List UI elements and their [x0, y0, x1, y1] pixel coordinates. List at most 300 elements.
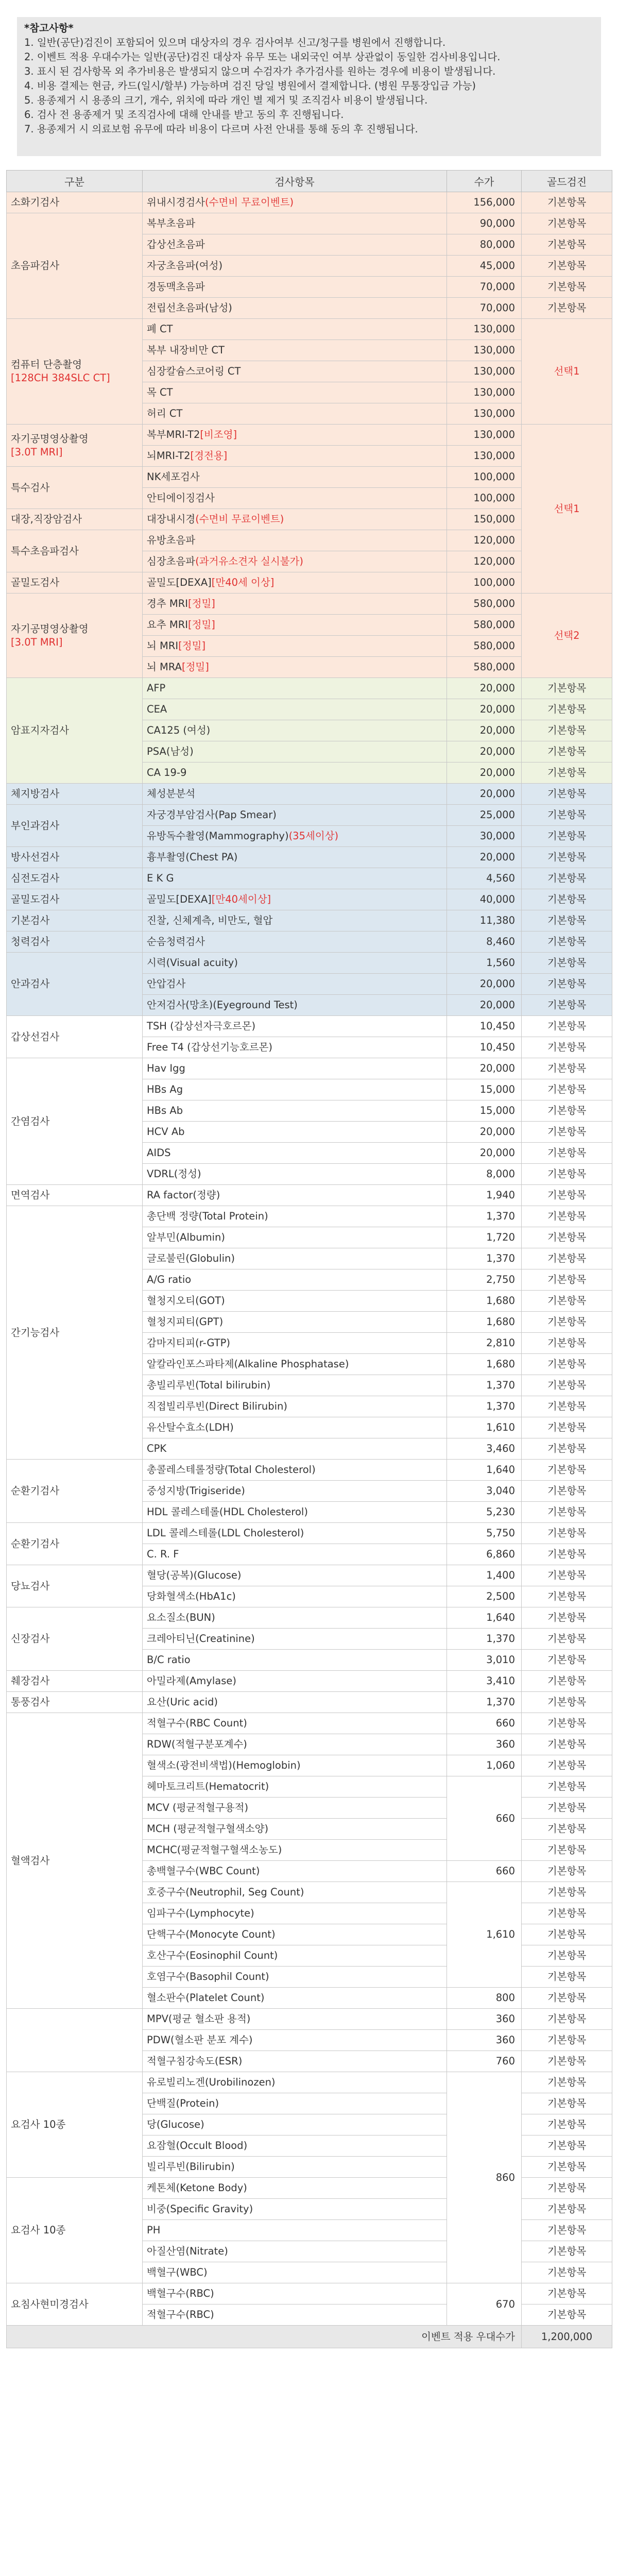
exam-item-cell [143, 720, 447, 741]
table-row [7, 1671, 612, 1692]
price-cell: 70,000 [447, 277, 522, 298]
table-row [7, 1565, 612, 1586]
exam-item-cell [143, 2051, 447, 2072]
exam-item-label: 시력(Visual acuity) [147, 957, 238, 969]
notice-line: 1. 일반(공단)검진이 포함되어 있으며 대상자의 경우 검사여부 신고/청구를 병원에서 진행합니다. [24, 37, 446, 48]
exam-item-label: 뇌 MRI [147, 640, 179, 652]
exam-item-cell [143, 1206, 447, 1227]
exam-item-label: 폐 CT [147, 323, 173, 335]
price-cell: 6,860 [447, 1544, 522, 1565]
category-cell [7, 784, 143, 805]
category-sublabel: [3.0T MRI] [11, 446, 63, 458]
exam-item-cell [143, 2220, 447, 2241]
exam-item-note: [경전용] [190, 450, 228, 462]
gold-basic-cell: 기본항목 [522, 1375, 612, 1396]
gold-basic-cell: 기본항목 [522, 1713, 612, 1734]
exam-item-cell [143, 1755, 447, 1776]
category-cell [7, 572, 143, 594]
gold-basic-cell: 기본항목 [522, 1967, 612, 1988]
category-cell [7, 889, 143, 910]
price-cell: 10,450 [447, 1016, 522, 1037]
price-cell: 1,720 [447, 1227, 522, 1248]
header-item: 검사항목 [143, 171, 447, 192]
table-row [7, 572, 612, 594]
exam-item-cell [143, 2009, 447, 2030]
gold-basic-cell: 기본항목 [522, 1755, 612, 1776]
exam-item-label: 단백질(Protein) [147, 2097, 219, 2109]
exam-item-cell [143, 1016, 447, 1037]
gold-basic-cell: 기본항목 [522, 847, 612, 868]
price-cell: 11,380 [447, 910, 522, 931]
price-cell: 20,000 [447, 720, 522, 741]
exam-item-label: E K G [147, 872, 174, 884]
price-cell: 130,000 [447, 382, 522, 403]
exam-item-label: 총빌리루빈(Total bilirubin) [147, 1379, 271, 1391]
price-cell: 580,000 [447, 615, 522, 636]
exam-item-cell [143, 1692, 447, 1713]
table-row [7, 2009, 612, 2030]
notice-line: 3. 표시 된 검사항목 외 추가비용은 발생되지 않으며 수검자가 추가검사를 원하는 경우에 비용이 발생됩니다. [24, 65, 496, 77]
price-cell: 130,000 [447, 425, 522, 446]
exam-item-cell [143, 1523, 447, 1544]
exam-item-cell [143, 530, 447, 551]
price-cell: 360 [447, 2009, 522, 2030]
category-cell [7, 1607, 143, 1671]
exam-item-note: (수면비 무료이벤트) [205, 196, 294, 208]
category-cell [7, 1460, 143, 1523]
price-cell: 1,680 [447, 1312, 522, 1333]
exam-item-cell [143, 1354, 447, 1375]
exam-item-label: 백혈구(WBC) [147, 2266, 208, 2278]
price-cell: 3,010 [447, 1650, 522, 1671]
exam-item-cell [143, 974, 447, 995]
exam-item-cell [143, 657, 447, 678]
exam-item-label: 위내시경검사 [147, 196, 205, 208]
exam-item-label: 적혈구수(RBC Count) [147, 1717, 247, 1729]
exam-item-label: 안저검사(망초)(Eyeground Test) [147, 999, 298, 1011]
exam-item-cell [143, 1629, 447, 1650]
exam-item-cell [143, 826, 447, 847]
category-label: 특수검사 [11, 481, 50, 494]
exam-item-cell [143, 2030, 447, 2051]
price-cell: 5,230 [447, 1502, 522, 1523]
category-label: 면역검사 [11, 1189, 50, 1201]
price-cell: 1,680 [447, 1291, 522, 1312]
exam-item-label: 크레아티닌(Creatinine) [147, 1633, 255, 1645]
exam-item-cell [143, 1924, 447, 1945]
exam-item-cell [143, 2093, 447, 2114]
category-cell [7, 1206, 143, 1460]
price-cell: 580,000 [447, 594, 522, 615]
price-cell: 580,000 [447, 657, 522, 678]
gold-basic-cell: 기본항목 [522, 1100, 612, 1122]
table-row [7, 953, 612, 974]
exam-item-label: 순음청력검사 [147, 936, 205, 947]
exam-item-label: 감마지티피(r-GTP) [147, 1337, 231, 1349]
table-row [7, 213, 612, 234]
category-cell [7, 2072, 143, 2178]
gold-basic-cell: 기본항목 [522, 1333, 612, 1354]
gold-basic-cell: 기본항목 [522, 1291, 612, 1312]
price-cell: 20,000 [447, 699, 522, 720]
gold-basic-cell: 기본항목 [522, 889, 612, 910]
price-cell: 100,000 [447, 572, 522, 594]
exam-item-cell [143, 2283, 447, 2304]
exam-item-label: 경추 MRI [147, 598, 188, 609]
price-cell: 2,500 [447, 1586, 522, 1607]
gold-basic-cell: 기본항목 [522, 2114, 612, 2136]
exam-item-label: LDL 콜레스테롤(LDL Cholesterol) [147, 1527, 304, 1539]
exam-item-cell [143, 615, 447, 636]
price-cell: 20,000 [447, 1122, 522, 1143]
exam-item-label: 당(Glucose) [147, 2119, 204, 2130]
price-cell: 20,000 [447, 741, 522, 762]
gold-basic-cell: 기본항목 [522, 1164, 612, 1185]
exam-item-cell [143, 931, 447, 953]
price-cell: 100,000 [447, 488, 522, 509]
exam-item-label: 심장초음파 [147, 555, 196, 567]
price-cell: 130,000 [447, 361, 522, 382]
exam-item-label: 요소질소(BUN) [147, 1612, 215, 1623]
exam-item-label: C. R. F [147, 1548, 179, 1560]
gold-basic-cell: 기본항목 [522, 1607, 612, 1629]
exam-item-cell [143, 1607, 447, 1629]
exam-item-label: 복부 내장비만 CT [147, 344, 225, 356]
exam-item-cell [143, 2136, 447, 2157]
price-cell: 1,370 [447, 1629, 522, 1650]
gold-basic-cell: 기본항목 [522, 1354, 612, 1375]
gold-basic-cell: 기본항목 [522, 931, 612, 953]
exam-item-cell [143, 995, 447, 1016]
gold-basic-cell: 기본항목 [522, 1058, 612, 1079]
exam-item-label: CA 19-9 [147, 767, 187, 778]
price-cell: 1,640 [447, 1607, 522, 1629]
gold-choice-cell: 선택1 [522, 425, 612, 594]
exam-item-cell [143, 446, 447, 467]
category-label: 청력검사 [11, 936, 50, 947]
exam-item-cell [143, 488, 447, 509]
exam-item-cell [143, 784, 447, 805]
category-label: 간기능검사 [11, 1326, 60, 1338]
category-cell [7, 2178, 143, 2283]
gold-basic-cell: 기본항목 [522, 256, 612, 277]
notice-line: 4. 비용 결제는 현금, 카드(일시/할부) 가능하며 검진 당일 병원에서 결제합니다. (병원 무통장입금 가능) [24, 80, 476, 92]
exam-item-cell [143, 762, 447, 784]
gold-basic-cell: 기본항목 [522, 974, 612, 995]
exam-item-label: 허리 CT [147, 408, 183, 419]
price-cell: 1,680 [447, 1354, 522, 1375]
exam-item-label: MCH (평균적혈구혈색소양) [147, 1823, 269, 1835]
price-cell: 800 [447, 1988, 522, 2009]
gold-basic-cell: 기본항목 [522, 192, 612, 213]
price-cell: 20,000 [447, 974, 522, 995]
exam-item-label: PSA(남성) [147, 745, 194, 757]
total-row [7, 2326, 612, 2348]
exam-item-cell [143, 277, 447, 298]
table-row [7, 2178, 612, 2199]
category-cell [7, 509, 143, 530]
category-sublabel: [128CH 384SLC CT] [11, 372, 110, 384]
category-label: 암표지자검사 [11, 724, 70, 736]
exam-item-cell [143, 572, 447, 594]
exam-item-note: [만40세 이상] [211, 577, 274, 588]
price-cell: 20,000 [447, 1143, 522, 1164]
exam-item-note: [만40세이상] [211, 893, 271, 905]
category-cell [7, 1692, 143, 1713]
price-cell: 1,400 [447, 1565, 522, 1586]
table-header-row [7, 171, 612, 192]
category-cell [7, 1713, 143, 2009]
exam-item-label: HDL 콜레스테롤(HDL Cholesterol) [147, 1506, 308, 1518]
exam-item-cell [143, 1079, 447, 1100]
price-cell: 580,000 [447, 636, 522, 657]
category-cell [7, 910, 143, 931]
notice-line: 6. 검사 전 용종제거 및 조직검사에 대해 안내를 받고 동의 후 진행됩니다. [24, 109, 344, 121]
price-cell: 30,000 [447, 826, 522, 847]
exam-item-label: 골밀도[DEXA] [147, 893, 212, 905]
exam-item-cell [143, 594, 447, 615]
category-sublabel: [3.0T MRI] [11, 636, 63, 648]
gold-basic-cell: 기본항목 [522, 1586, 612, 1607]
gold-basic-cell: 기본항목 [522, 1438, 612, 1460]
price-cell: 15,000 [447, 1079, 522, 1100]
exam-item-cell [143, 1798, 447, 1819]
gold-basic-cell: 기본항목 [522, 1206, 612, 1227]
table-row [7, 847, 612, 868]
exam-item-cell [143, 234, 447, 256]
price-cell: 80,000 [447, 234, 522, 256]
exam-item-label: 혈소판수(Platelet Count) [147, 1992, 265, 2004]
gold-basic-cell: 기본항목 [522, 1143, 612, 1164]
category-label: 췌장검사 [11, 1675, 50, 1687]
table-row [7, 889, 612, 910]
price-cell: 5,750 [447, 1523, 522, 1544]
exam-item-label: 호염구수(Basophil Count) [147, 1971, 269, 1982]
price-cell: 130,000 [447, 340, 522, 361]
exam-item-cell [143, 1502, 447, 1523]
notice-line: 5. 용종제거 시 용종의 크기, 개수, 위치에 따라 개인 별 제거 및 조직검사 비용이 발생됩니다. [24, 94, 428, 106]
price-cell: 660 [447, 1861, 522, 1882]
header-price: 수가 [447, 171, 522, 192]
exam-item-label: 임파구수(Lymphocyte) [147, 1907, 254, 1919]
price-cell: 1,560 [447, 953, 522, 974]
exam-item-label: HCV Ab [147, 1126, 185, 1138]
gold-basic-cell: 기본항목 [522, 826, 612, 847]
category-label: 요검사 10종 [11, 2119, 66, 2130]
exam-item-cell [143, 1481, 447, 1502]
exam-item-cell [143, 298, 447, 319]
table-row [7, 2072, 612, 2093]
gold-choice-cell: 선택2 [522, 594, 612, 678]
gold-basic-cell: 기본항목 [522, 1079, 612, 1100]
exam-item-label: VDRL(정성) [147, 1168, 201, 1180]
category-cell [7, 594, 143, 678]
table-row [7, 192, 612, 213]
category-label: 간염검사 [11, 1115, 50, 1127]
gold-basic-cell: 기본항목 [522, 298, 612, 319]
exam-item-cell [143, 1396, 447, 1417]
category-cell [7, 1016, 143, 1058]
exam-item-cell [143, 1713, 447, 1734]
table-row [7, 678, 612, 699]
table-row [7, 784, 612, 805]
gold-basic-cell: 기본항목 [522, 2241, 612, 2262]
exam-item-label: PDW(혈소판 분포 계수) [147, 2034, 253, 2046]
exam-item-label: RA factor(정량) [147, 1189, 220, 1201]
exam-item-cell [143, 1438, 447, 1460]
price-cell: 1,370 [447, 1248, 522, 1269]
exam-item-cell [143, 1945, 447, 1967]
price-cell: 10,450 [447, 1037, 522, 1058]
exam-item-cell [143, 1776, 447, 1798]
gold-basic-cell: 기본항목 [522, 1692, 612, 1713]
exam-item-label: 당화혈색소(HbA1c) [147, 1590, 236, 1602]
exam-item-label: A/G ratio [147, 1274, 192, 1285]
gold-basic-cell: 기본항목 [522, 1776, 612, 1798]
notice-line: 7. 용종제거 시 의료보험 유무에 따라 비용이 다르며 사전 안내를 통해 동의 후 진행됩니다. [24, 123, 418, 135]
exam-item-label: 총콜레스테롤정량(Total Cholesterol) [147, 1464, 316, 1476]
gold-basic-cell: 기본항목 [522, 2051, 612, 2072]
table-row [7, 1460, 612, 1481]
total-value: 1,200,000 [522, 2326, 612, 2348]
category-label: 대장,직장암검사 [11, 513, 82, 525]
category-label: 갑상선검사 [11, 1030, 60, 1043]
price-cell: 670 [447, 2283, 522, 2326]
price-cell: 8,460 [447, 931, 522, 953]
exam-item-cell [143, 1861, 447, 1882]
price-cell: 20,000 [447, 784, 522, 805]
exam-item-cell [143, 1143, 447, 1164]
gold-basic-cell: 기본항목 [522, 1417, 612, 1438]
exam-item-cell [143, 1840, 447, 1861]
table-row [7, 868, 612, 889]
exam-item-cell [143, 319, 447, 340]
table-row [7, 319, 612, 340]
exam-item-label: 혈색소(광전비색법)(Hemoglobin) [147, 1759, 301, 1771]
exam-item-label: 아질산염(Nitrate) [147, 2245, 228, 2257]
table-row [7, 1607, 612, 1629]
exam-item-label: 자궁초음파(여성) [147, 260, 223, 272]
exam-item-label: PH [147, 2224, 161, 2236]
exam-item-label: Hav Igg [147, 1062, 185, 1074]
gold-basic-cell: 기본항목 [522, 1861, 612, 1882]
gold-choice-cell: 선택1 [522, 319, 612, 425]
exam-item-cell [143, 1269, 447, 1291]
exam-item-label: CPK [147, 1443, 167, 1454]
header-gold: 골드검진 [522, 171, 612, 192]
gold-basic-cell: 기본항목 [522, 1988, 612, 2009]
exam-item-label: NK세포검사 [147, 471, 200, 483]
category-label: 컴퓨터 단층촬영 [11, 359, 82, 370]
exam-item-note: (수면비 무료이벤트) [195, 513, 284, 525]
gold-basic-cell: 기본항목 [522, 699, 612, 720]
category-label: 체지방검사 [11, 788, 60, 800]
exam-item-cell [143, 2304, 447, 2326]
category-label: 특수초음파검사 [11, 545, 79, 557]
gold-basic-cell: 기본항목 [522, 1544, 612, 1565]
category-cell [7, 213, 143, 319]
table-row [7, 931, 612, 953]
table-row [7, 1016, 612, 1037]
exam-item-label: 안티에이징검사 [147, 492, 215, 504]
category-cell [7, 1565, 143, 1607]
category-cell [7, 931, 143, 953]
exam-item-cell [143, 847, 447, 868]
gold-basic-cell: 기본항목 [522, 1903, 612, 1924]
notice-box [17, 17, 601, 156]
exam-item-label: 유방독수촬영(Mammography) [147, 830, 289, 842]
exam-item-note: [정밀] [188, 598, 215, 609]
exam-item-label: 유로빌리노겐(Urobilinozen) [147, 2076, 276, 2088]
exam-item-cell [143, 551, 447, 572]
gold-basic-cell: 기본항목 [522, 2030, 612, 2051]
table-row [7, 594, 612, 615]
gold-basic-cell: 기본항목 [522, 1460, 612, 1481]
exam-item-label: 알칼라인포스파타제(Alkaline Phosphatase) [147, 1358, 349, 1370]
price-cell: 100,000 [447, 467, 522, 488]
exam-item-cell [143, 805, 447, 826]
gold-basic-cell: 기본항목 [522, 2009, 612, 2030]
price-cell: 120,000 [447, 530, 522, 551]
exam-item-label: HBs Ag [147, 1083, 183, 1095]
price-cell: 660 [447, 1776, 522, 1861]
exam-item-cell [143, 1734, 447, 1755]
category-label: 신장검사 [11, 1633, 50, 1645]
exam-item-label: 흉부촬영(Chest PA) [147, 851, 238, 863]
exam-item-cell [143, 509, 447, 530]
exam-item-label: 혈청지오티(GOT) [147, 1295, 225, 1307]
category-cell [7, 192, 143, 213]
gold-basic-cell: 기본항목 [522, 1502, 612, 1523]
price-cell: 3,040 [447, 1481, 522, 1502]
price-cell: 3,460 [447, 1438, 522, 1460]
price-cell: 25,000 [447, 805, 522, 826]
exam-item-label: 단핵구수(Monocyte Count) [147, 1928, 276, 1940]
exam-item-label: 목 CT [147, 386, 173, 398]
exam-item-cell [143, 2072, 447, 2093]
gold-basic-cell: 기본항목 [522, 1945, 612, 1967]
price-cell: 130,000 [447, 446, 522, 467]
gold-basic-cell: 기본항목 [522, 1840, 612, 1861]
notice-lines [24, 36, 594, 137]
category-label: 당뇨검사 [11, 1580, 50, 1592]
price-cell: 2,750 [447, 1269, 522, 1291]
exam-item-cell [143, 256, 447, 277]
exam-item-label: 심장칼슘스코어링 CT [147, 365, 241, 377]
exam-item-cell [143, 2199, 447, 2220]
category-cell [7, 1671, 143, 1692]
category-cell [7, 847, 143, 868]
exam-item-label: MCV (평균적혈구용적) [147, 1802, 249, 1814]
exam-item-cell [143, 1227, 447, 1248]
category-cell [7, 868, 143, 889]
category-cell [7, 1523, 143, 1565]
gold-basic-cell: 기본항목 [522, 1481, 612, 1502]
gold-basic-cell: 기본항목 [522, 1523, 612, 1544]
exam-item-cell [143, 1544, 447, 1565]
exam-item-label: 대장내시경 [147, 513, 196, 525]
exam-item-label: 진찰, 신체계측, 비만도, 혈압 [147, 914, 273, 926]
gold-basic-cell: 기본항목 [522, 720, 612, 741]
price-cell: 20,000 [447, 1058, 522, 1079]
notice-title: *참고사항* [24, 22, 74, 34]
exam-item-cell [143, 425, 447, 446]
price-cell: 150,000 [447, 509, 522, 530]
price-cell: 90,000 [447, 213, 522, 234]
category-cell [7, 953, 143, 1016]
exam-item-cell [143, 636, 447, 657]
exam-item-label: 요잠혈(Occult Blood) [147, 2140, 248, 2151]
